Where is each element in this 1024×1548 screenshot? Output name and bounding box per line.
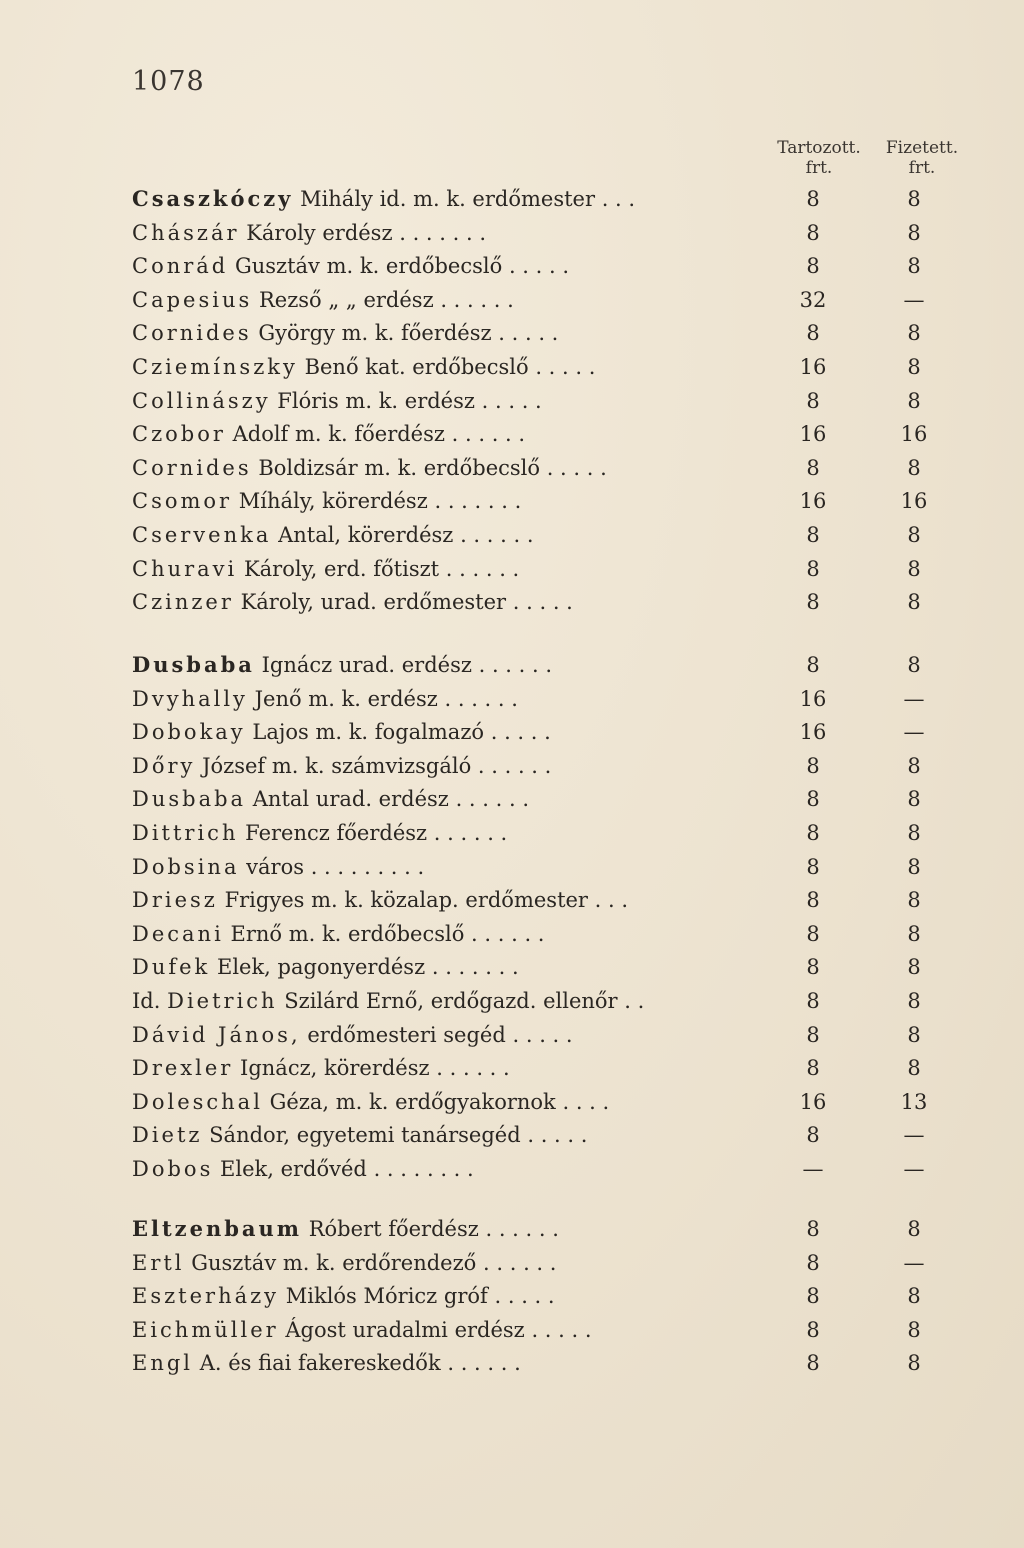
amount-owed: 8	[806, 653, 820, 677]
amount-owed: 8	[806, 854, 820, 879]
ledger-row	[132, 249, 952, 283]
dot-leaders: . . . . .	[512, 590, 573, 615]
amount-owed: 8	[806, 556, 820, 581]
header-owed-unit: frt.	[805, 158, 833, 178]
amount-paid: 8	[907, 321, 921, 346]
dot-leaders: . . .	[601, 187, 636, 211]
amount-paid: 8	[907, 955, 921, 980]
dot-leaders: . . . . . .	[478, 653, 553, 677]
amount-paid: —	[903, 1250, 925, 1275]
surname: Dusbaba	[132, 652, 255, 677]
ledger-row	[132, 1313, 952, 1347]
amount-paid: 8	[907, 989, 921, 1013]
ledger-row	[132, 715, 952, 749]
title-description: Elek, erdővéd	[220, 1157, 367, 1181]
surname: Capesius	[132, 287, 253, 312]
ledger-row	[132, 1118, 952, 1152]
surname: Czinzer	[132, 590, 234, 615]
title-description: Flóris m. k. erdész	[277, 388, 475, 413]
dot-leaders: . . . . .	[508, 254, 570, 279]
amount-paid: 8	[907, 1022, 921, 1047]
amount-owed: 8	[806, 1056, 820, 1081]
ledger-row	[132, 585, 952, 619]
amount-paid: 8	[907, 1284, 921, 1309]
surname: Czobor	[132, 422, 226, 447]
amount-owed: 8	[806, 787, 820, 812]
surname: Cornides	[132, 321, 252, 346]
title-description: Rezső „ „ erdész	[258, 287, 434, 312]
ledger-row	[132, 518, 952, 552]
header-owed	[770, 138, 868, 178]
surname: Drexler	[132, 1056, 234, 1081]
amount-owed: 8	[806, 1284, 820, 1309]
amount-owed: 16	[799, 355, 827, 379]
amount-paid: 8	[907, 753, 921, 778]
ledger-row	[132, 1051, 952, 1085]
surname: Dusbaba	[132, 787, 247, 812]
amount-owed: 8	[806, 989, 820, 1013]
title-description: Géza, m. k. erdőgyakornok	[269, 1089, 556, 1114]
ledger-row	[132, 917, 952, 951]
surname: Dietz	[132, 1123, 203, 1148]
amount-owed: 16	[799, 686, 827, 711]
ledger-row	[132, 984, 952, 1018]
title-description: Sándor, egyetemi tanársegéd	[209, 1123, 521, 1148]
amount-owed: 8	[806, 1022, 820, 1047]
surname: Engl	[132, 1351, 194, 1376]
dot-leaders: . . . . . .	[445, 556, 520, 581]
amount-paid: 8	[907, 653, 921, 677]
ledger-row	[132, 384, 952, 418]
title-description: Benő kat. erdőbecslő	[304, 355, 529, 379]
amount-owed: 8	[806, 1250, 820, 1275]
header-paid	[880, 138, 964, 178]
amount-paid: 8	[907, 590, 921, 615]
surname: Chászár	[132, 220, 240, 245]
dot-leaders: . . . . . .	[460, 523, 534, 547]
amount-paid: —	[903, 1123, 925, 1148]
amount-paid: 8	[907, 220, 921, 245]
dot-leaders: . . . . .	[498, 321, 559, 346]
ledger-row	[132, 417, 952, 451]
amount-paid: 8	[907, 455, 921, 480]
dot-leaders: . . . . .	[546, 455, 607, 480]
ledger-row	[132, 552, 952, 586]
amount-owed: 32	[799, 287, 827, 312]
surname: Cservenka	[132, 523, 272, 547]
header-paid-label: Fizetett.	[885, 138, 959, 158]
ledger-row	[132, 749, 952, 783]
dot-leaders: . . . . . .	[447, 1351, 521, 1376]
amount-paid: 8	[907, 888, 921, 913]
amount-owed: 8	[806, 1351, 820, 1376]
amount-owed: 8	[806, 955, 820, 980]
surname: Churavi	[132, 556, 238, 581]
amount-owed: 8	[806, 753, 820, 778]
ledger-row	[132, 782, 952, 816]
title-description: Boldizsár m. k. erdőbecslő	[258, 455, 541, 480]
title-description: Ignácz urad. erdész	[261, 653, 472, 677]
dot-leaders: . . . . . .	[485, 1217, 559, 1241]
header-owed-label: Tartozott.	[777, 138, 861, 158]
ledger-row	[132, 1246, 952, 1280]
surname: Csaszkóczy	[132, 186, 294, 211]
surname: Dobokay	[132, 720, 246, 745]
amount-paid: 8	[907, 187, 921, 211]
dot-leaders: . . . . .	[481, 388, 542, 413]
amount-paid: 8	[907, 1056, 921, 1081]
dot-leaders: . . . . . .	[483, 1250, 557, 1275]
amount-owed: 8	[806, 523, 820, 547]
dot-leaders: . . . . . .	[477, 753, 552, 778]
title-description: Gusztáv m. k. erdőbecslő	[234, 254, 503, 279]
dot-leaders: . . . . . . . .	[373, 1157, 474, 1181]
ledger-row	[132, 1152, 952, 1186]
title-description: Károly, urad. erdőmester	[240, 590, 507, 615]
title-description: György m. k. főerdész	[258, 321, 492, 346]
dot-leaders: . . . . .	[531, 1317, 592, 1342]
title-description: József m. k. számvizsgáló	[202, 753, 472, 778]
title-description: Ágost uradalmi erdész	[285, 1317, 525, 1342]
amount-owed: 8	[806, 888, 820, 913]
amount-paid: —	[903, 686, 925, 711]
amount-paid: 8	[907, 821, 921, 845]
name-prefix: Id.	[132, 989, 161, 1013]
dot-leaders: . . . . . . .	[431, 955, 519, 980]
amount-owed: 8	[806, 220, 820, 245]
dot-leaders: . . . . . .	[471, 921, 545, 946]
amount-paid: —	[903, 287, 925, 312]
ledger-row	[132, 816, 952, 850]
ledger-row	[132, 648, 952, 682]
title-description: Ernő m. k. erdőbecslő	[230, 921, 465, 946]
surname: Ertl	[132, 1250, 185, 1275]
title-description: város	[246, 854, 304, 879]
ledger-row	[132, 850, 952, 884]
amount-paid: 16	[900, 489, 928, 514]
title-description: Lajos m. k. fogalmazó	[252, 720, 485, 745]
amount-owed: 8	[806, 821, 820, 845]
amount-paid: —	[903, 1157, 925, 1181]
amount-owed: 8	[806, 254, 820, 279]
dot-leaders: . . . . . .	[440, 287, 514, 312]
amount-owed: 8	[806, 187, 820, 211]
title-description: Mihály id. m. k. erdőmester	[300, 187, 596, 211]
dot-leaders: . . . . . .	[433, 821, 508, 845]
title-description: Róbert főerdész	[308, 1217, 479, 1241]
title-description: Károly erdész	[246, 220, 393, 245]
header-paid-unit: frt.	[908, 158, 936, 178]
ledger-row	[132, 182, 952, 216]
title-description: A. és fiai fakereskedők	[199, 1351, 441, 1376]
title-description: Frigyes m. k. közalap. erdőmester	[224, 888, 588, 913]
amount-owed: 8	[806, 921, 820, 946]
ledger-row	[132, 950, 952, 984]
amount-owed: 8	[806, 1317, 820, 1342]
ledger-row	[132, 682, 952, 716]
surname: Doleschal	[132, 1089, 263, 1114]
surname: Driesz	[132, 888, 218, 913]
surname: Dietrich	[167, 989, 278, 1013]
title-description: Antal urad. erdész	[252, 787, 449, 812]
ledger-row	[132, 350, 952, 384]
amount-paid: 8	[907, 388, 921, 413]
amount-owed: 8	[806, 321, 820, 346]
amount-paid: 8	[907, 1351, 921, 1376]
dot-leaders: . . . . . . . . .	[310, 854, 425, 879]
dot-leaders: . . . . . .	[444, 686, 518, 711]
amount-owed: 8	[806, 455, 820, 480]
surname: Csomor	[132, 489, 233, 514]
title-description: Szilárd Ernő, erdőgazd. ellenőr	[284, 989, 618, 1013]
title-description: erdőmesteri segéd	[307, 1022, 506, 1047]
surname: Dobsina	[132, 854, 240, 879]
amount-paid: 8	[907, 1217, 921, 1241]
dot-leaders: . . .	[594, 888, 629, 913]
ledger-row	[132, 216, 952, 250]
dot-leaders: . . . . .	[494, 1284, 555, 1309]
surname: Decani	[132, 921, 224, 946]
amount-paid: 8	[907, 523, 921, 547]
dot-leaders: . . . . .	[535, 355, 596, 379]
amount-paid: 8	[907, 1317, 921, 1342]
dot-leaders: . . . . .	[490, 720, 551, 745]
ledger-row	[132, 316, 952, 350]
amount-paid: 8	[907, 355, 921, 379]
amount-paid: —	[903, 720, 925, 745]
page-number: 1078	[132, 66, 205, 97]
dot-leaders: . . . . . .	[436, 1056, 510, 1081]
dot-leaders: . . . . . .	[451, 422, 526, 447]
ledger-row	[132, 283, 952, 317]
surname: Dőry	[132, 753, 196, 778]
dot-leaders: . .	[624, 989, 645, 1013]
ledger-row	[132, 883, 952, 917]
surname: Dávid János,	[132, 1022, 301, 1047]
amount-paid: 16	[900, 422, 928, 447]
surname: Collinászy	[132, 388, 271, 413]
surname: Cornides	[132, 455, 252, 480]
surname: Eichmüller	[132, 1317, 279, 1342]
ledger-row	[132, 484, 952, 518]
amount-paid: 13	[900, 1089, 928, 1114]
amount-paid: 8	[907, 556, 921, 581]
dot-leaders: . . . . . . .	[399, 220, 486, 245]
surname: Conrád	[132, 254, 229, 279]
title-description: Károly, erd. főtiszt	[243, 556, 440, 581]
title-description: Miklós Móricz gróf	[285, 1284, 488, 1309]
surname: Dufek	[132, 955, 211, 980]
ledger-row	[132, 1279, 952, 1313]
surname: Eszterházy	[132, 1284, 280, 1309]
title-description: Jenő m. k. erdész	[254, 686, 438, 711]
surname: Cziemínszky	[132, 355, 298, 379]
surname: Dvyhally	[132, 686, 248, 711]
amount-paid: 8	[907, 787, 921, 812]
ledger-row	[132, 451, 952, 485]
amount-paid: 8	[907, 254, 921, 279]
amount-owed: 8	[806, 1123, 820, 1148]
ledger-row	[132, 1018, 952, 1052]
surname: Eltzenbaum	[132, 1216, 303, 1241]
dot-leaders: . . . . . . .	[434, 489, 522, 514]
amount-owed: 16	[799, 1089, 827, 1114]
surname: Dobos	[132, 1157, 214, 1181]
title-description: Antal, körerdész	[278, 523, 454, 547]
amount-paid: 8	[907, 921, 921, 946]
surname: Dittrich	[132, 821, 239, 845]
title-description: Ignácz, körerdész	[240, 1056, 430, 1081]
dot-leaders: . . . . . .	[455, 787, 529, 812]
ledger-row	[132, 1346, 952, 1380]
amount-owed: 16	[799, 422, 827, 447]
dot-leaders: . . . . .	[512, 1022, 573, 1047]
dot-leaders: . . . .	[562, 1089, 610, 1114]
title-description: Gusztáv m. k. erdőrendező	[191, 1250, 477, 1275]
ledger-row	[132, 1212, 952, 1246]
ledger-row	[132, 1085, 952, 1119]
amount-owed: 8	[806, 1217, 820, 1241]
amount-owed: 16	[799, 489, 827, 514]
amount-owed: 8	[806, 590, 820, 615]
title-description: Adolf m. k. főerdész	[232, 422, 445, 447]
title-description: Míhály, körerdész	[238, 489, 428, 514]
amount-owed: —	[802, 1157, 824, 1181]
amount-owed: 8	[806, 388, 820, 413]
amount-paid: 8	[907, 854, 921, 879]
column-headers	[770, 138, 970, 186]
amount-owed: 16	[799, 720, 827, 745]
title-description: Elek, pagonyerdész	[216, 955, 426, 980]
title-description: Ferencz főerdész	[245, 821, 428, 845]
dot-leaders: . . . . .	[527, 1123, 588, 1148]
